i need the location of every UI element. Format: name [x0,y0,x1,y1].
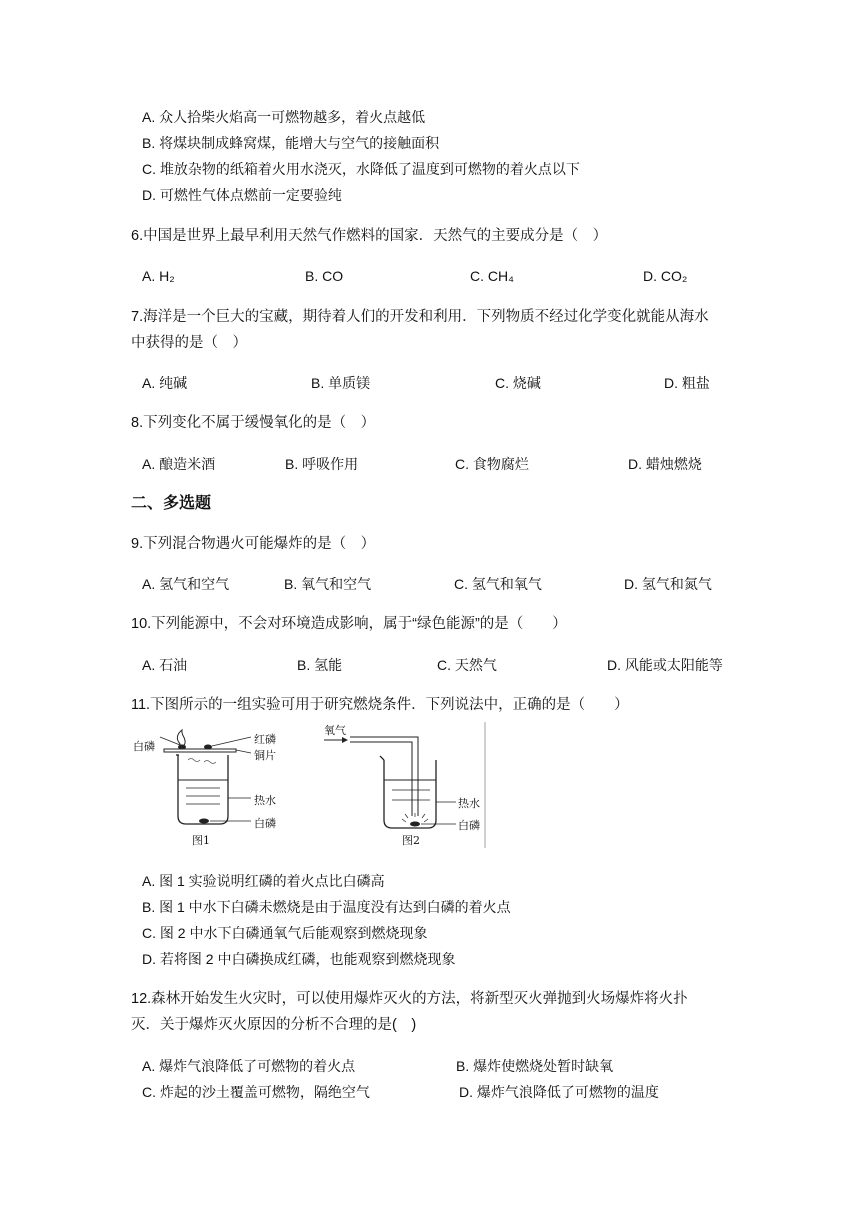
q10-stem: 10.下列能源中，不会对环境造成影响，属于“绿色能源”的是（ ） [131,616,567,632]
q8-option-a: A. 酿造米酒 [142,456,216,472]
q6-option-c: C. CH₄ [470,268,514,284]
fig1-label-hot-water: 热水 [254,794,276,807]
q9-option-a: A. 氢气和空气 [142,576,230,592]
beaker-2 [384,760,436,828]
fig1-label-white-phosphorus-bottom: 白磷 [254,817,276,830]
beaker-1 [178,755,228,824]
q11-stem: 11.下图所示的一组实验可用于研究燃烧条件．下列说法中，正确的是（ ） [131,697,629,713]
fig1-label-red-phosphorus: 红磷 [254,733,276,746]
fig2-label-white-phosphorus: 白磷 [458,819,480,832]
q12-option-b: B. 爆炸使燃烧处暂时缺氧 [456,1058,614,1074]
q11-option-b: B. 图 1 中水下白磷未燃烧是由于温度没有达到白磷的着火点 [142,899,511,915]
q8-option-c: C. 食物腐烂 [455,456,529,472]
white-phosphorus-fig2 [410,822,420,827]
q6-option-d: D. CO₂ [643,268,688,284]
section-title-multiple-choice: 二、多选题 [131,495,212,512]
copper-plate [164,749,236,752]
q12-option-d: D. 爆炸气浪降低了可燃物的温度 [459,1084,659,1100]
q11-option-a: A. 图 1 实验说明红磷的着火点比白磷高 [142,873,385,889]
q9-option-c: C. 氢气和氧气 [454,576,542,592]
q10-option-b: B. 氢能 [297,657,343,673]
q12-stem-line2: 灭．关于爆炸灭火原因的分析不合理的是( ) [131,1017,417,1033]
q7-option-b: B. 单质镁 [311,375,371,391]
figure-1 [130,728,300,848]
q9-stem: 9.下列混合物遇火可能爆炸的是（ ） [131,536,376,552]
q6-option-b: B. CO [305,268,344,284]
q12-option-c: C. 炸起的沙土覆盖可燃物，隔绝空气 [142,1084,370,1100]
q10-option-a: A. 石油 [142,657,188,673]
q6-stem: 6.中国是世界上最早利用天然气作燃料的国家．天然气的主要成分是（ ） [131,228,608,244]
q7-stem-line2: 中获得的是（ ） [131,335,247,351]
q11-option-c: C. 图 2 中水下白磷通氧气后能观察到燃烧现象 [142,925,428,941]
fig1-label-white-phosphorus-top: 白磷 [133,740,155,753]
q7-option-a: A. 纯碱 [142,375,188,391]
white-phosphorus-bottom [199,819,209,824]
q5-option-d: D. 可燃性气体点燃前一定要验纯 [142,187,342,203]
q6-option-a: A. H₂ [142,268,175,284]
q8-option-b: B. 呼吸作用 [285,456,359,472]
q7-stem-line1: 7.海洋是一个巨大的宝藏，期待着人们的开发和利用．下列物质不经过化学变化就能从海水 [131,309,709,325]
fig1-label-copper: 铜片 [254,749,276,762]
q10-option-d: D. 风能或太阳能等 [607,657,723,673]
fig1-caption: 图1 [192,834,210,847]
q8-option-d: D. 蜡烛燃烧 [628,456,702,472]
q10-option-c: C. 天然气 [437,657,497,673]
figure-2 [318,722,490,848]
q12-option-a: A. 爆炸气浪降低了可燃物的着火点 [142,1058,356,1074]
fig2-caption: 图2 [402,834,420,847]
q9-option-d: D. 氢气和氮气 [624,576,712,592]
q7-option-c: C. 烧碱 [495,375,541,391]
fig2-label-oxygen: 氧气 [324,724,346,737]
q12-stem-line1: 12.森林开始发生火灾时，可以使用爆炸灭火的方法，将新型灭火弹抛到火场爆炸将火扑 [131,991,688,1007]
q5-option-c: C. 堆放杂物的纸箱着火用水浇灭，水降低了温度到可燃物的着火点以下 [142,161,580,177]
q9-option-b: B. 氧气和空气 [284,576,372,592]
q5-option-b: B. 将煤块制成蜂窝煤，能增大与空气的接触面积 [142,135,440,151]
q8-stem: 8.下列变化不属于缓慢氧化的是（ ） [131,415,376,431]
fig2-label-hot-water: 热水 [458,797,480,810]
q7-option-d: D. 粗盐 [664,375,710,391]
q5-option-a: A. 众人拾柴火焰高一可燃物越多，着火点越低 [142,109,426,125]
q11-option-d: D. 若将图 2 中白磷换成红磷，也能观察到燃烧现象 [142,951,456,967]
